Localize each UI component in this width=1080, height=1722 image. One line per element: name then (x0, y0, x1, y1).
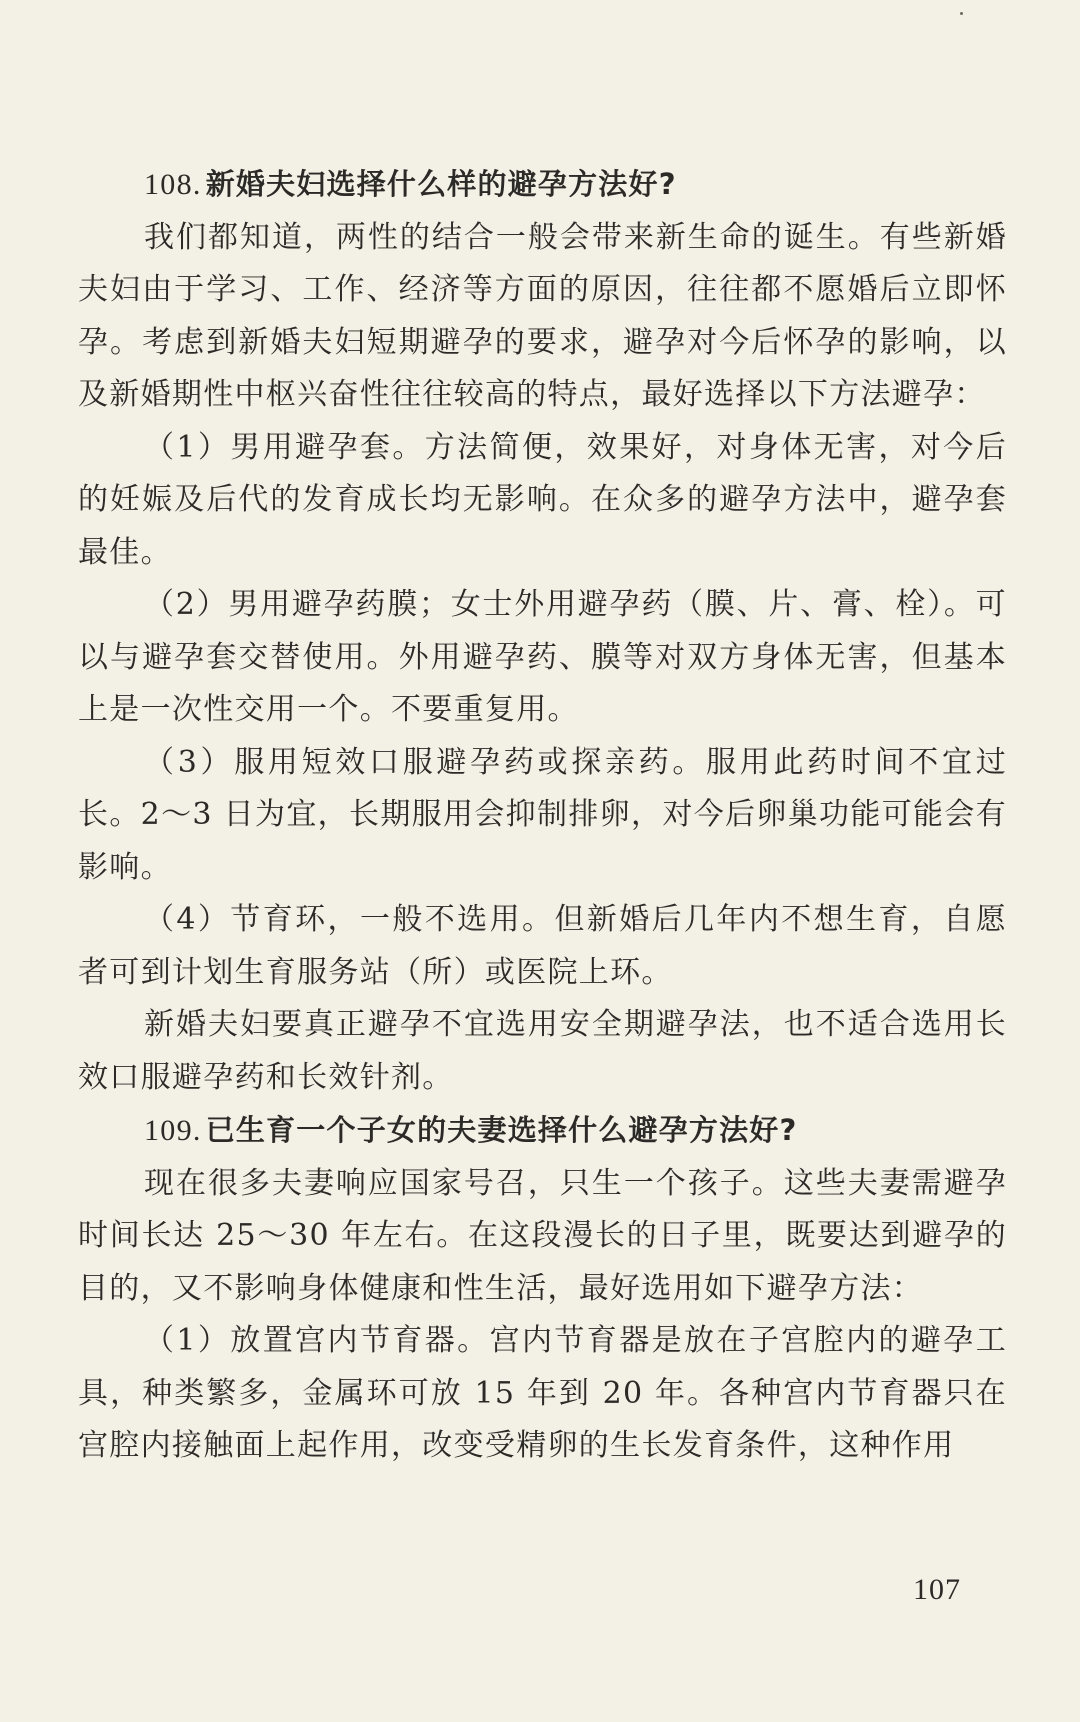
page-number: 107 (913, 1573, 961, 1606)
section-heading-109 (78, 1104, 1007, 1158)
paragraph: （4）节育环，一般不选用。但新婚后几年内不想生育，自愿者可到计划生育服务站（所）或医院上环。 (78, 902, 1007, 990)
paragraph: （1）男用避孕套。方法简便，效果好，对身体无害，对今后的妊娠及后代的发育成长均无影响。在众多的避孕方法中，避孕套最佳。 (78, 429, 1007, 570)
section-title: 已生育一个子女的夫妻选择什么避孕方法好? (205, 1113, 798, 1147)
section-number: 108. (144, 168, 202, 201)
paragraph: 我们都知道，两性的结合一般会带来新生命的诞生。有些新婚夫妇由于学习、工作、经济等方面的原因，往往都不愿婚后立即怀孕。考虑到新婚夫妇短期避孕的要求，避孕对今后怀孕的影响，以及新婚期性中枢兴奋性往往较高的特点，最好选择以下方法避孕： (78, 219, 1007, 412)
section-number: 109. (144, 1114, 202, 1147)
print-speck (960, 12, 963, 15)
page-body (78, 158, 1007, 1473)
paragraph: （2）男用避孕药膜；女士外用避孕药（膜、片、膏、栓）。可以与避孕套交替使用。外用避孕药、膜等对双方身体无害，但基本上是一次性交用一个。不要重复用。 (78, 587, 1007, 727)
paragraph: 现在很多夫妻响应国家号召，只生一个孩子。这些夫妻需避孕时间长达 25～30 年左右。在这段漫长的日子里，既要达到避孕的目的，又不影响身体健康和性生活，最好选用如下避孕方法： (78, 1165, 1007, 1306)
section-title: 新婚夫妇选择什么样的避孕方法好? (205, 167, 677, 201)
paragraph: （1）放置宫内节育器。宫内节育器是放在子宫腔内的避孕工具，种类繁多，金属环可放 15 年到 20 年。各种宫内节育器只在宫腔内接触面上起作用，改变受精卵的生长发育条件，这种作用 (78, 1323, 1007, 1463)
paragraph: （3）服用短效口服避孕药或探亲药。服用此药时间不宜过长。2～3 日为宜，长期服用会抑制排卵，对今后卵巢功能可能会有影响。 (78, 744, 1007, 885)
section-heading-108 (78, 158, 1007, 212)
paragraph: 新婚夫妇要真正避孕不宜选用安全期避孕法，也不适合选用长效口服避孕药和长效针剂。 (78, 1007, 1007, 1095)
